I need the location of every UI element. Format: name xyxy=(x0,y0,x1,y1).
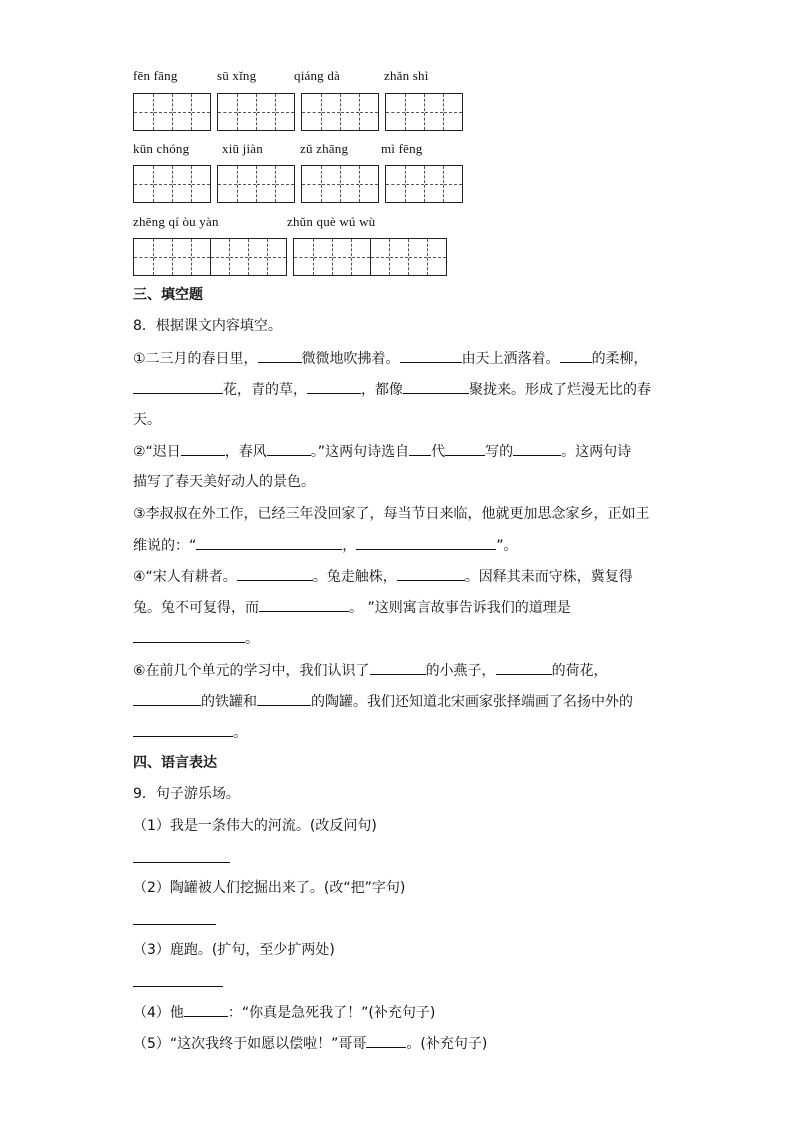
writing-grid[interactable] xyxy=(217,165,295,203)
question-stem: 9．句子游乐场。 xyxy=(133,786,240,802)
question-line: ②“迟日 ，春风 。”这两句诗选自 代 写的 。这两句诗 xyxy=(133,441,631,462)
answer-blank[interactable] xyxy=(445,441,485,456)
question-line: ④“宋人有耕者。 。兔走触株， 。因释其耒而守株，冀复得 xyxy=(133,566,633,587)
answer-blank[interactable] xyxy=(181,441,225,456)
answer-blank[interactable] xyxy=(267,441,311,456)
answer-blank[interactable] xyxy=(257,691,311,706)
answer-blank[interactable] xyxy=(403,379,469,394)
answer-blank[interactable] xyxy=(258,348,302,363)
question-line: 。 xyxy=(133,628,259,649)
pinyin-label: zhǎn shì xyxy=(384,68,429,83)
answer-blank[interactable] xyxy=(133,691,201,706)
writing-grid[interactable] xyxy=(385,165,463,203)
answer-blank[interactable] xyxy=(366,1033,406,1048)
answer-blank[interactable] xyxy=(513,441,561,456)
section-heading: 三、填空题 xyxy=(133,287,203,303)
answer-blank[interactable] xyxy=(356,535,496,550)
question-line: 。 xyxy=(133,722,247,743)
pinyin-label: kūn chóng xyxy=(133,141,190,156)
answer-blank[interactable] xyxy=(307,379,361,394)
answer-blank[interactable] xyxy=(237,566,313,581)
question-line: 维说的：“ ， ”。 xyxy=(133,535,518,556)
pinyin-label: fēn fāng xyxy=(133,68,178,83)
writing-grid[interactable] xyxy=(301,165,379,203)
answer-blank[interactable] xyxy=(133,379,223,394)
question-item: （4）他 ：“你真是急死我了！”(补充句子) xyxy=(133,1002,435,1023)
answer-blank[interactable] xyxy=(397,566,465,581)
question-item: （3）鹿跑。(扩句，至少扩两处) xyxy=(133,942,335,958)
answer-blank[interactable] xyxy=(133,722,233,737)
question-line: 天。 xyxy=(133,412,161,428)
question-line: ③李叔叔在外工作，已经三年没回家了，每当节日来临，他就更加思念家乡，正如王 xyxy=(133,506,650,522)
answer-blank[interactable] xyxy=(560,348,592,363)
writing-grid[interactable] xyxy=(293,238,447,276)
question-item: （5）“这次我终于如愿以偿啦！”哥哥 。(补充句子) xyxy=(133,1033,487,1054)
answer-line[interactable] xyxy=(133,986,223,987)
question-line: 兔。兔不可复得，而 。 ”这则寓言故事告诉我们的道理是 xyxy=(133,597,571,618)
pinyin-label: sū xǐng xyxy=(217,68,257,83)
question-item: （2）陶罐被人们挖掘出来了。(改“把”字句) xyxy=(133,880,406,896)
writing-grid[interactable] xyxy=(133,238,287,276)
question-line: ①二三月的春日里， 微微地吹拂着。 由天上洒落着。 的柔柳， xyxy=(133,348,648,369)
answer-blank[interactable] xyxy=(259,597,349,612)
writing-grid[interactable] xyxy=(385,93,463,131)
question-stem: 8．根据课文内容填空。 xyxy=(133,318,282,334)
answer-blank[interactable] xyxy=(196,535,342,550)
pinyin-label: zhǔn què wú wù xyxy=(287,214,376,229)
pinyin-label: zǔ zhāng xyxy=(300,141,349,156)
pinyin-label: qiáng dà xyxy=(294,68,341,83)
question-line: ⑥在前几个单元的学习中，我们认识了 的小燕子， 的荷花， xyxy=(133,660,608,681)
answer-blank[interactable] xyxy=(133,628,245,643)
question-line: 描写了春天美好动人的景色。 xyxy=(133,474,315,490)
pinyin-label: xiū jiàn xyxy=(222,141,263,156)
question-line: 的铁罐和 的陶罐。我们还知道北宋画家张择端画了名扬中外的 xyxy=(133,691,633,712)
writing-grid[interactable] xyxy=(133,93,211,131)
pinyin-label: mì fēng xyxy=(381,141,423,156)
question-line: 花，青的草， ，都像 聚拢来。形成了烂漫无比的春 xyxy=(133,379,651,400)
answer-line[interactable] xyxy=(133,862,230,863)
pinyin-label: zhēng qí òu yàn xyxy=(133,214,219,229)
writing-grid[interactable] xyxy=(133,165,211,203)
writing-grid[interactable] xyxy=(301,93,379,131)
writing-grid[interactable] xyxy=(217,93,295,131)
answer-blank[interactable] xyxy=(400,348,462,363)
answer-blank[interactable] xyxy=(370,660,426,675)
answer-blank[interactable] xyxy=(409,441,431,456)
answer-line[interactable] xyxy=(133,924,216,925)
section-heading: 四、语言表达 xyxy=(133,755,217,771)
answer-blank[interactable] xyxy=(496,660,552,675)
question-item: （1）我是一条伟大的河流。(改反问句) xyxy=(133,818,377,834)
answer-blank[interactable] xyxy=(184,1002,228,1017)
